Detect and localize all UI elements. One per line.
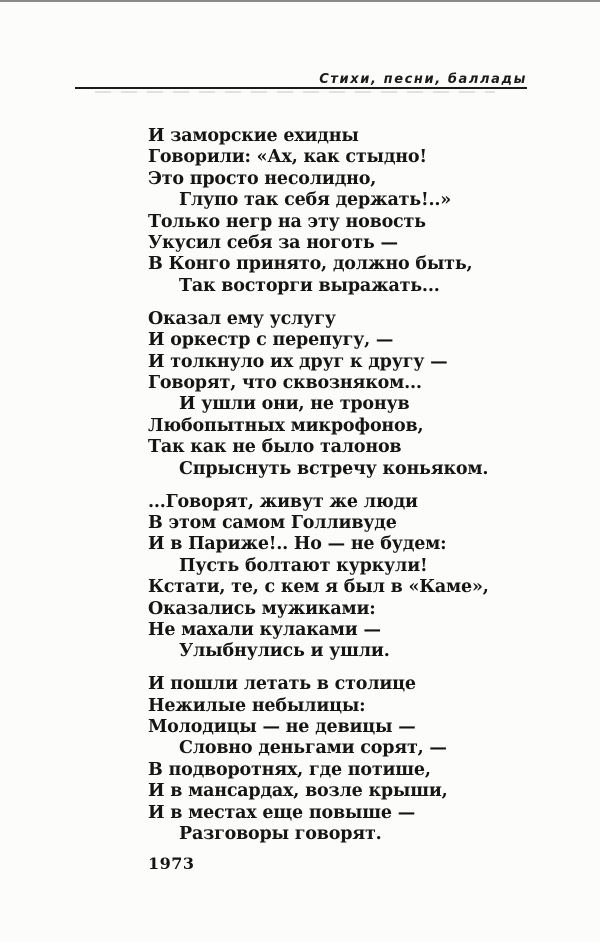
poem-line: Словно деньгами сорят, — <box>179 738 447 759</box>
poem-line: И пошли летать в столице <box>148 674 416 695</box>
header-rule-artifact <box>95 91 495 93</box>
poem-line: И толкнуло их друг к другу — <box>148 351 448 372</box>
poem-line: Это просто несолидно, <box>148 168 377 189</box>
poem-line: В этом самом Голливуде <box>148 512 397 533</box>
poem-line: Нежилые небылицы: <box>148 695 366 716</box>
poem-line: И оркестр с перепугу, — <box>148 330 394 351</box>
header-rule <box>75 87 527 89</box>
poem-line: И ушли они, не тронув <box>179 394 410 415</box>
poem-line: Оказались мужиками: <box>148 598 376 619</box>
poem-line: Улыбнулись и ушли. <box>179 641 390 662</box>
poem-line: Так как не было талонов <box>148 437 402 458</box>
poem-line: Укусил себя за ноготь — <box>148 233 398 254</box>
poem-line: Так восторги выражать... <box>179 275 440 296</box>
poem-line: Любопытных микрофонов, <box>148 415 424 436</box>
poem-line: Кстати, те, с кем я был в «Каме», <box>148 577 489 598</box>
poem-line: Не махали кулаками — <box>148 619 381 640</box>
stanza <box>148 126 568 297</box>
poem-line: В Конго принято, должно быть, <box>148 254 473 275</box>
year-label: 1973 <box>148 854 195 873</box>
stanza <box>148 309 568 480</box>
poem-line: Оказал ему услугу <box>148 308 336 329</box>
poem-line: И заморские ехидны <box>148 126 359 146</box>
stanza <box>148 492 568 663</box>
poem-line: И в мансардах, возле крыши, <box>148 781 448 802</box>
poem-line: И в Париже!.. Но — не будем: <box>148 534 447 555</box>
poem-line: Спрыснуть встречу коньяком. <box>179 458 489 479</box>
poem-line: Говорили: «Ах, как стыдно! <box>148 147 427 168</box>
scan-top-edge <box>0 0 600 2</box>
poem-line: Глупо так себя держать!..» <box>179 190 451 211</box>
poem-line: Разговоры говорят. <box>179 824 382 845</box>
poem-line: Только негр на эту новость <box>148 211 426 232</box>
poem-line: Пусть болтают куркули! <box>179 555 428 576</box>
running-header: Стихи, песни, баллады <box>319 72 527 87</box>
poem-line: Молодицы — не девицы — <box>148 717 416 738</box>
stanza <box>148 674 568 845</box>
poem-text <box>148 126 568 857</box>
poem-line: Говорят, что сквозняком... <box>148 372 422 393</box>
poem-line: И в местах еще повыше — <box>148 802 415 823</box>
poem-line: В подворотнях, где потише, <box>148 759 431 780</box>
poem-line: ...Говорят, живут же люди <box>148 491 418 512</box>
